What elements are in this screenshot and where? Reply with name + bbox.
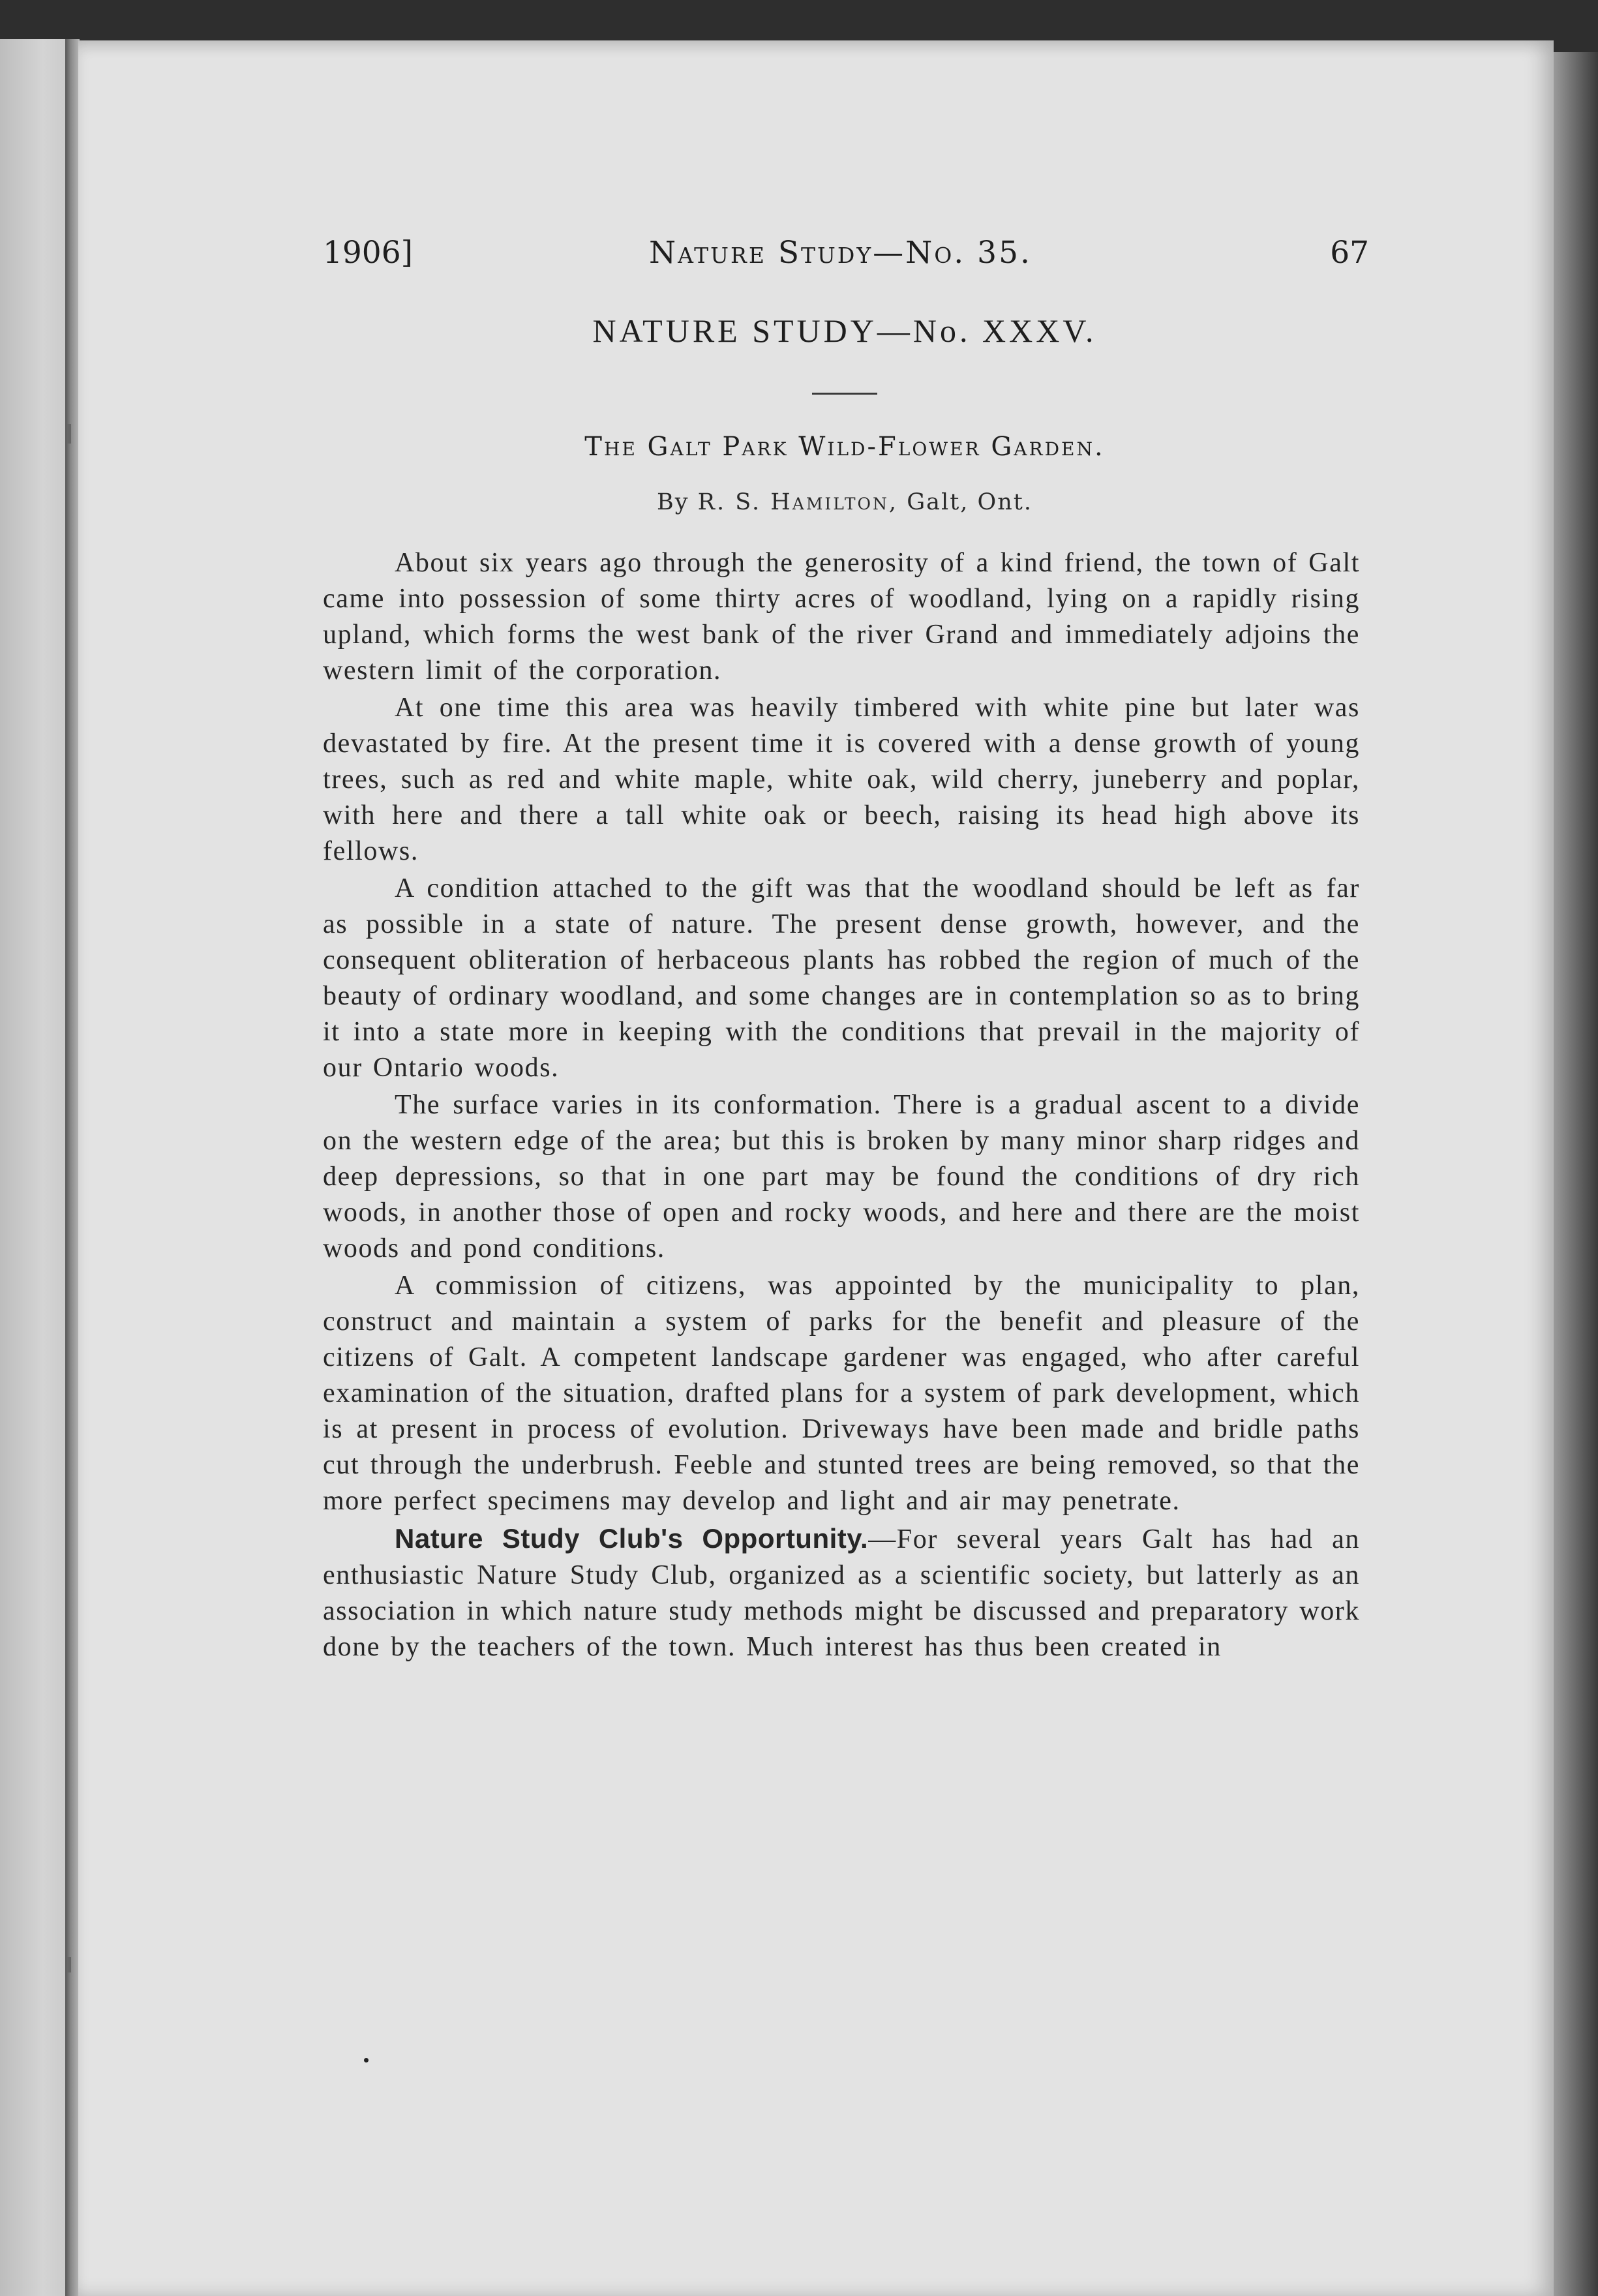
author-place: Galt, Ont. [907,489,1033,515]
page-right-shadow [1554,52,1598,2296]
running-head [323,235,1369,280]
paragraph-club-opportunity [323,1520,1360,1665]
article-title: NATURE STUDY—No. XXXV. [592,312,1097,349]
facing-page-edge [0,39,72,2296]
paragraph: A commission of citizens, was appointed by the municipality to plan, construct and maintain a system of parks for the benefit and pleasure of the citizens of Galt. A competent landscape gardener was engaged, who after careful examination of the situation, drafted plans for a system of park development, which is at present in process of evolution. Driveways have been made and bridle paths cut through the underbrush. Feeble and stunted trees are being removed, so that the more perfect specimens may develop and light and air may penetrate. [323,1271,1360,1516]
paragraph: About six years ago through the generosity of a kind friend, the town of Galt came into possession of some thirty acres of woodland, lying on a rapidly rising upland, which forms the west bank of the river Grand and immediately adjoins the western limit of the corporation. [323,548,1360,686]
article-subtitle: The Galt Park Wild-Flower Garden. [584,432,1105,462]
page-number: 67 [1330,235,1369,271]
running-head-title: Nature Study—No. 35. [649,235,1032,271]
gutter-mark [67,424,71,444]
section-heading: Nature Study Club's Opportunity. [395,1523,869,1554]
paragraph: The surface varies in its conformation. There is a gradual ascent to a divide on the western edge of the area; but this is broken by many minor sharp ridges and deep depressions, so that in one part may be found the conditions of dry rich woods, in another those of open and rocky woods, and here and there are the moist woods and pond conditions. [323,1090,1360,1263]
byline [323,489,1366,515]
article-body [323,545,1360,1667]
byline-prefix: By [657,489,689,515]
author-name: R. S. Hamilton, [697,489,899,515]
paragraph: A condition attached to the gift was that the woodland should be left as far as possible in a state of nature. The present dense growth, however, and the consequent obliteration of herbaceous plants has robbed the region of much of the beauty of ordinary woodland, and some changes are in contemplation so as to bring it into a state more in keeping with the conditions that prevail in the majority of our Ontario woods. [323,873,1360,1083]
title-rule [812,393,877,395]
paragraph: At one time this area was heavily timbered with white pine but later was devastated by fire. At the present time it is covered with a dense growth of young trees, such as red and white maple, white oak, wild cherry, juneberry and poplar, with here and there a tall white oak or beech, raising its head high above its fellows. [323,693,1360,866]
gutter-mark [67,1957,71,1972]
paragraph-text: —For several years Galt has had an enthusiastic Nature Study Club, organized as a scientific society, but latterly as an association in which nature study methods might be discussed and preparatory work done by the teachers of the town. Much interest has thus been created in [323,1524,1360,1662]
running-head-year: 1906] [323,235,413,271]
ink-speck [364,2058,369,2062]
